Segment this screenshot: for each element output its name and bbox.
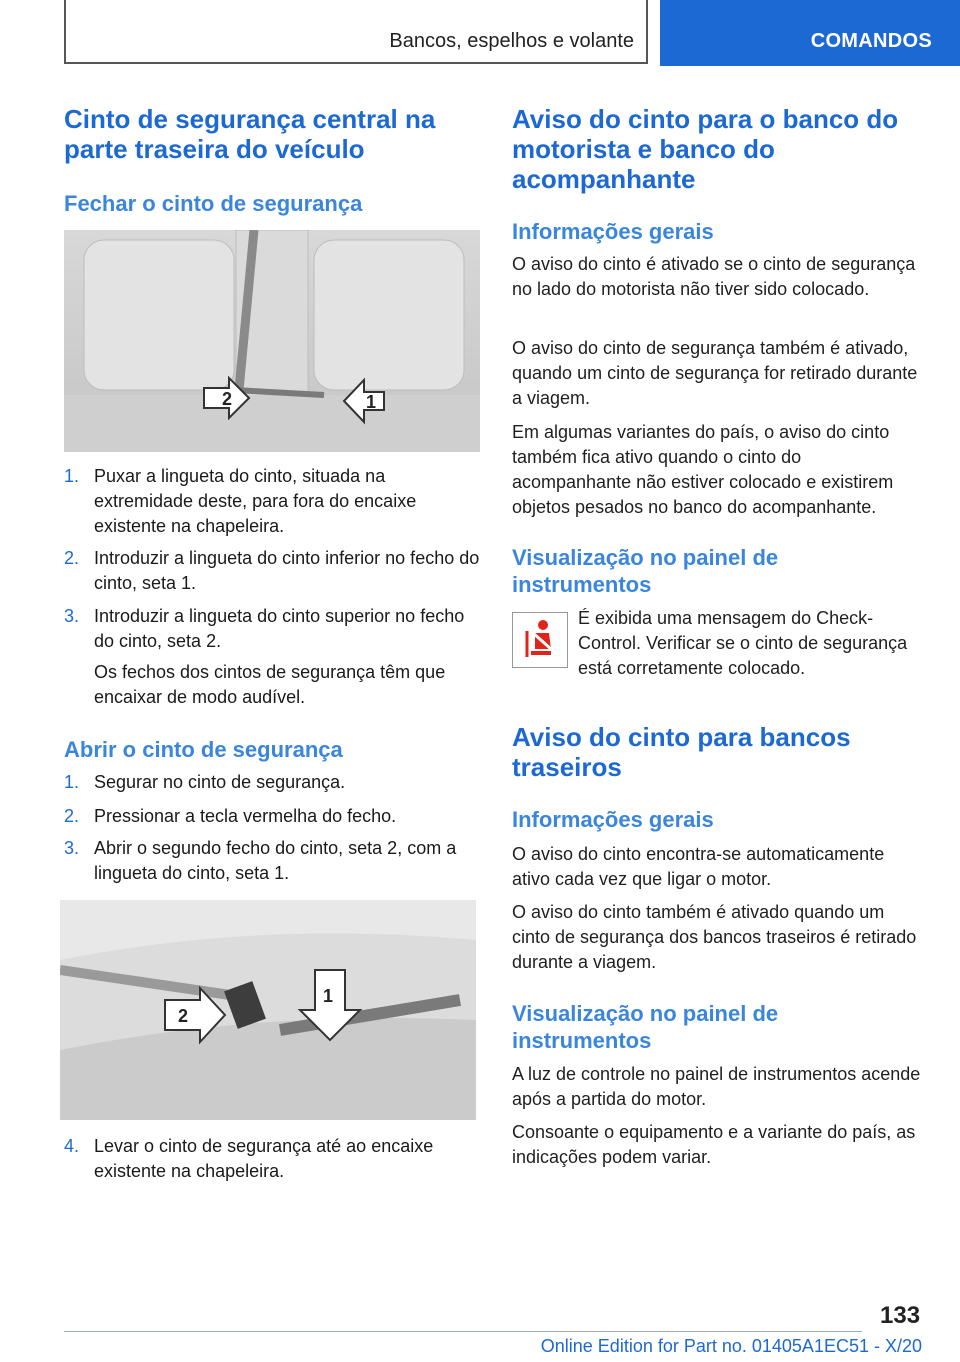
footer-divider	[64, 1331, 862, 1332]
display-text-1: É exibida uma mensagem do Check-Control. Verificar se o cinto de segurança está corretamente colocado.	[578, 608, 908, 678]
open-step-2: 2. Pressionar a tecla vermelha do fecho.	[64, 806, 397, 826]
arrow-label-1: 1	[366, 392, 377, 412]
fasten-step-1: 1. Puxar a lingueta do cinto, situada na extremidade deste, para fora do encaixe existente na chapeleira.	[64, 466, 417, 536]
fasten-step-2: 2. Introduzir a lingueta do cinto inferior no fecho do cinto, seta 1.	[64, 548, 480, 593]
arrow-label-2: 2	[178, 1006, 189, 1026]
display-heading-2: Visualização no painel de instrumentos	[512, 1001, 779, 1053]
paragraph-6: A luz de controle no painel de instrumentos acende após a partida do motor.	[512, 1064, 921, 1109]
paragraph-3: Em algumas variantes do país, o aviso do cinto também fica ativo quando o cinto do acompanhante não estiver colocado e existirem objetos pesados no banco do acompanhante.	[512, 422, 894, 517]
paragraph-4: O aviso do cinto encontra-se automaticamente ativo cada vez que ligar o motor.	[512, 844, 885, 889]
chapter-tab-label: COMANDOS	[810, 30, 932, 52]
arrow-label-1: 1	[323, 986, 334, 1006]
right-title-2: Aviso do cinto para bancos traseiros	[512, 722, 851, 782]
paragraph-2: O aviso do cinto de segurança também é ativado, quando um cinto de segurança for retirado durante a viagem.	[512, 338, 918, 408]
rear-seat-belt-image	[64, 230, 480, 452]
belt-buckle-image	[60, 900, 476, 1120]
open-heading: Abrir o cinto de segurança	[64, 737, 343, 762]
right-title-1: Aviso do cinto para o banco do motorista e banco do acompanhante	[512, 104, 899, 194]
left-title: Cinto de segurança central na parte traseira do veículo	[64, 104, 436, 164]
paragraph-7: Consoante o equipamento e a variante do país, as indicações podem variar.	[512, 1122, 916, 1167]
general-heading-1: Informações gerais	[512, 219, 714, 244]
footer-edition: Online Edition for Part no. 01405A1EC51 - X/20	[540, 1336, 922, 1356]
open-step-4: 4. Levar o cinto de segurança até ao encaixe existente na chapeleira.	[64, 1136, 434, 1181]
seatbelt-warning-icon	[512, 612, 568, 668]
general-heading-2: Informações gerais	[512, 807, 714, 832]
open-step-1: 1. Segurar no cinto de segurança.	[64, 772, 346, 792]
paragraph-1: O aviso do cinto é ativado se o cinto de segurança no lado do motorista não tiver sido colocado.	[512, 254, 916, 299]
arrow-label-2: 2	[222, 389, 233, 409]
display-heading-1: Visualização no painel de instrumentos	[512, 545, 779, 597]
fasten-note: Os fechos dos cintos de segurança têm que encaixar de modo audível.	[94, 662, 446, 707]
open-step-3: 3. Abrir o segundo fecho do cinto, seta 2, com a lingueta do cinto, seta 1.	[64, 838, 457, 883]
section-title: Bancos, espelhos e volante	[389, 30, 634, 52]
page-number: 133	[880, 1302, 921, 1329]
fasten-step-3: 3. Introduzir a lingueta do cinto superior no fecho do cinto, seta 2.	[64, 606, 465, 651]
fasten-heading: Fechar o cinto de segurança	[64, 191, 363, 216]
paragraph-5: O aviso do cinto também é ativado quando um cinto de segurança dos bancos traseiros é retirado durante a viagem.	[512, 902, 917, 972]
